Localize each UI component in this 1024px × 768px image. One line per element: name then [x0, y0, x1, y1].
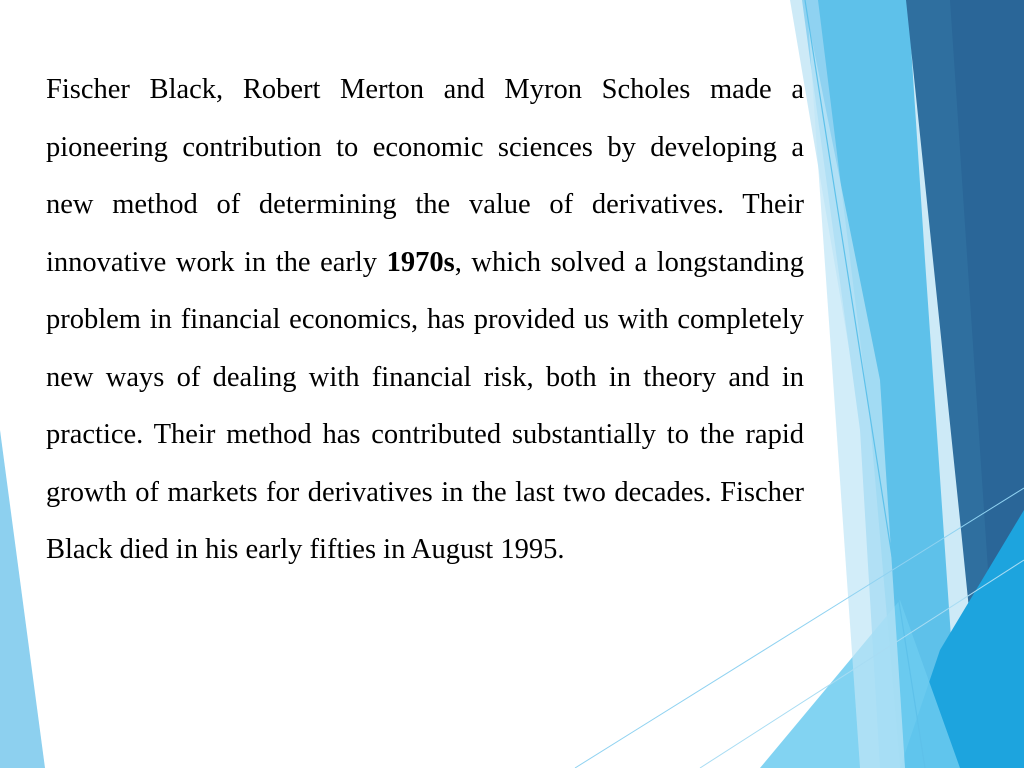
- paragraph-text-before: Fischer Black, Robert Merton and Myron Scholes made a pioneering contribution to economic sciences by developing a new method of determining the value of derivatives. Their innovative work in the early: [46, 74, 804, 278]
- body-paragraph: [46, 61, 804, 579]
- paragraph-emphasis-year: 1970s: [386, 246, 455, 278]
- left-decorative-shard: [0, 430, 45, 768]
- paragraph-text-after: , which solved a longstanding problem in financial economics, has provided us with completely new ways of dealing with financial risk, both in theory and in practice. Their method has contributed substantially to the rapid growth of markets for derivatives in the last two decades. Fischer Black died in his early fifties in August 1995.: [46, 246, 804, 565]
